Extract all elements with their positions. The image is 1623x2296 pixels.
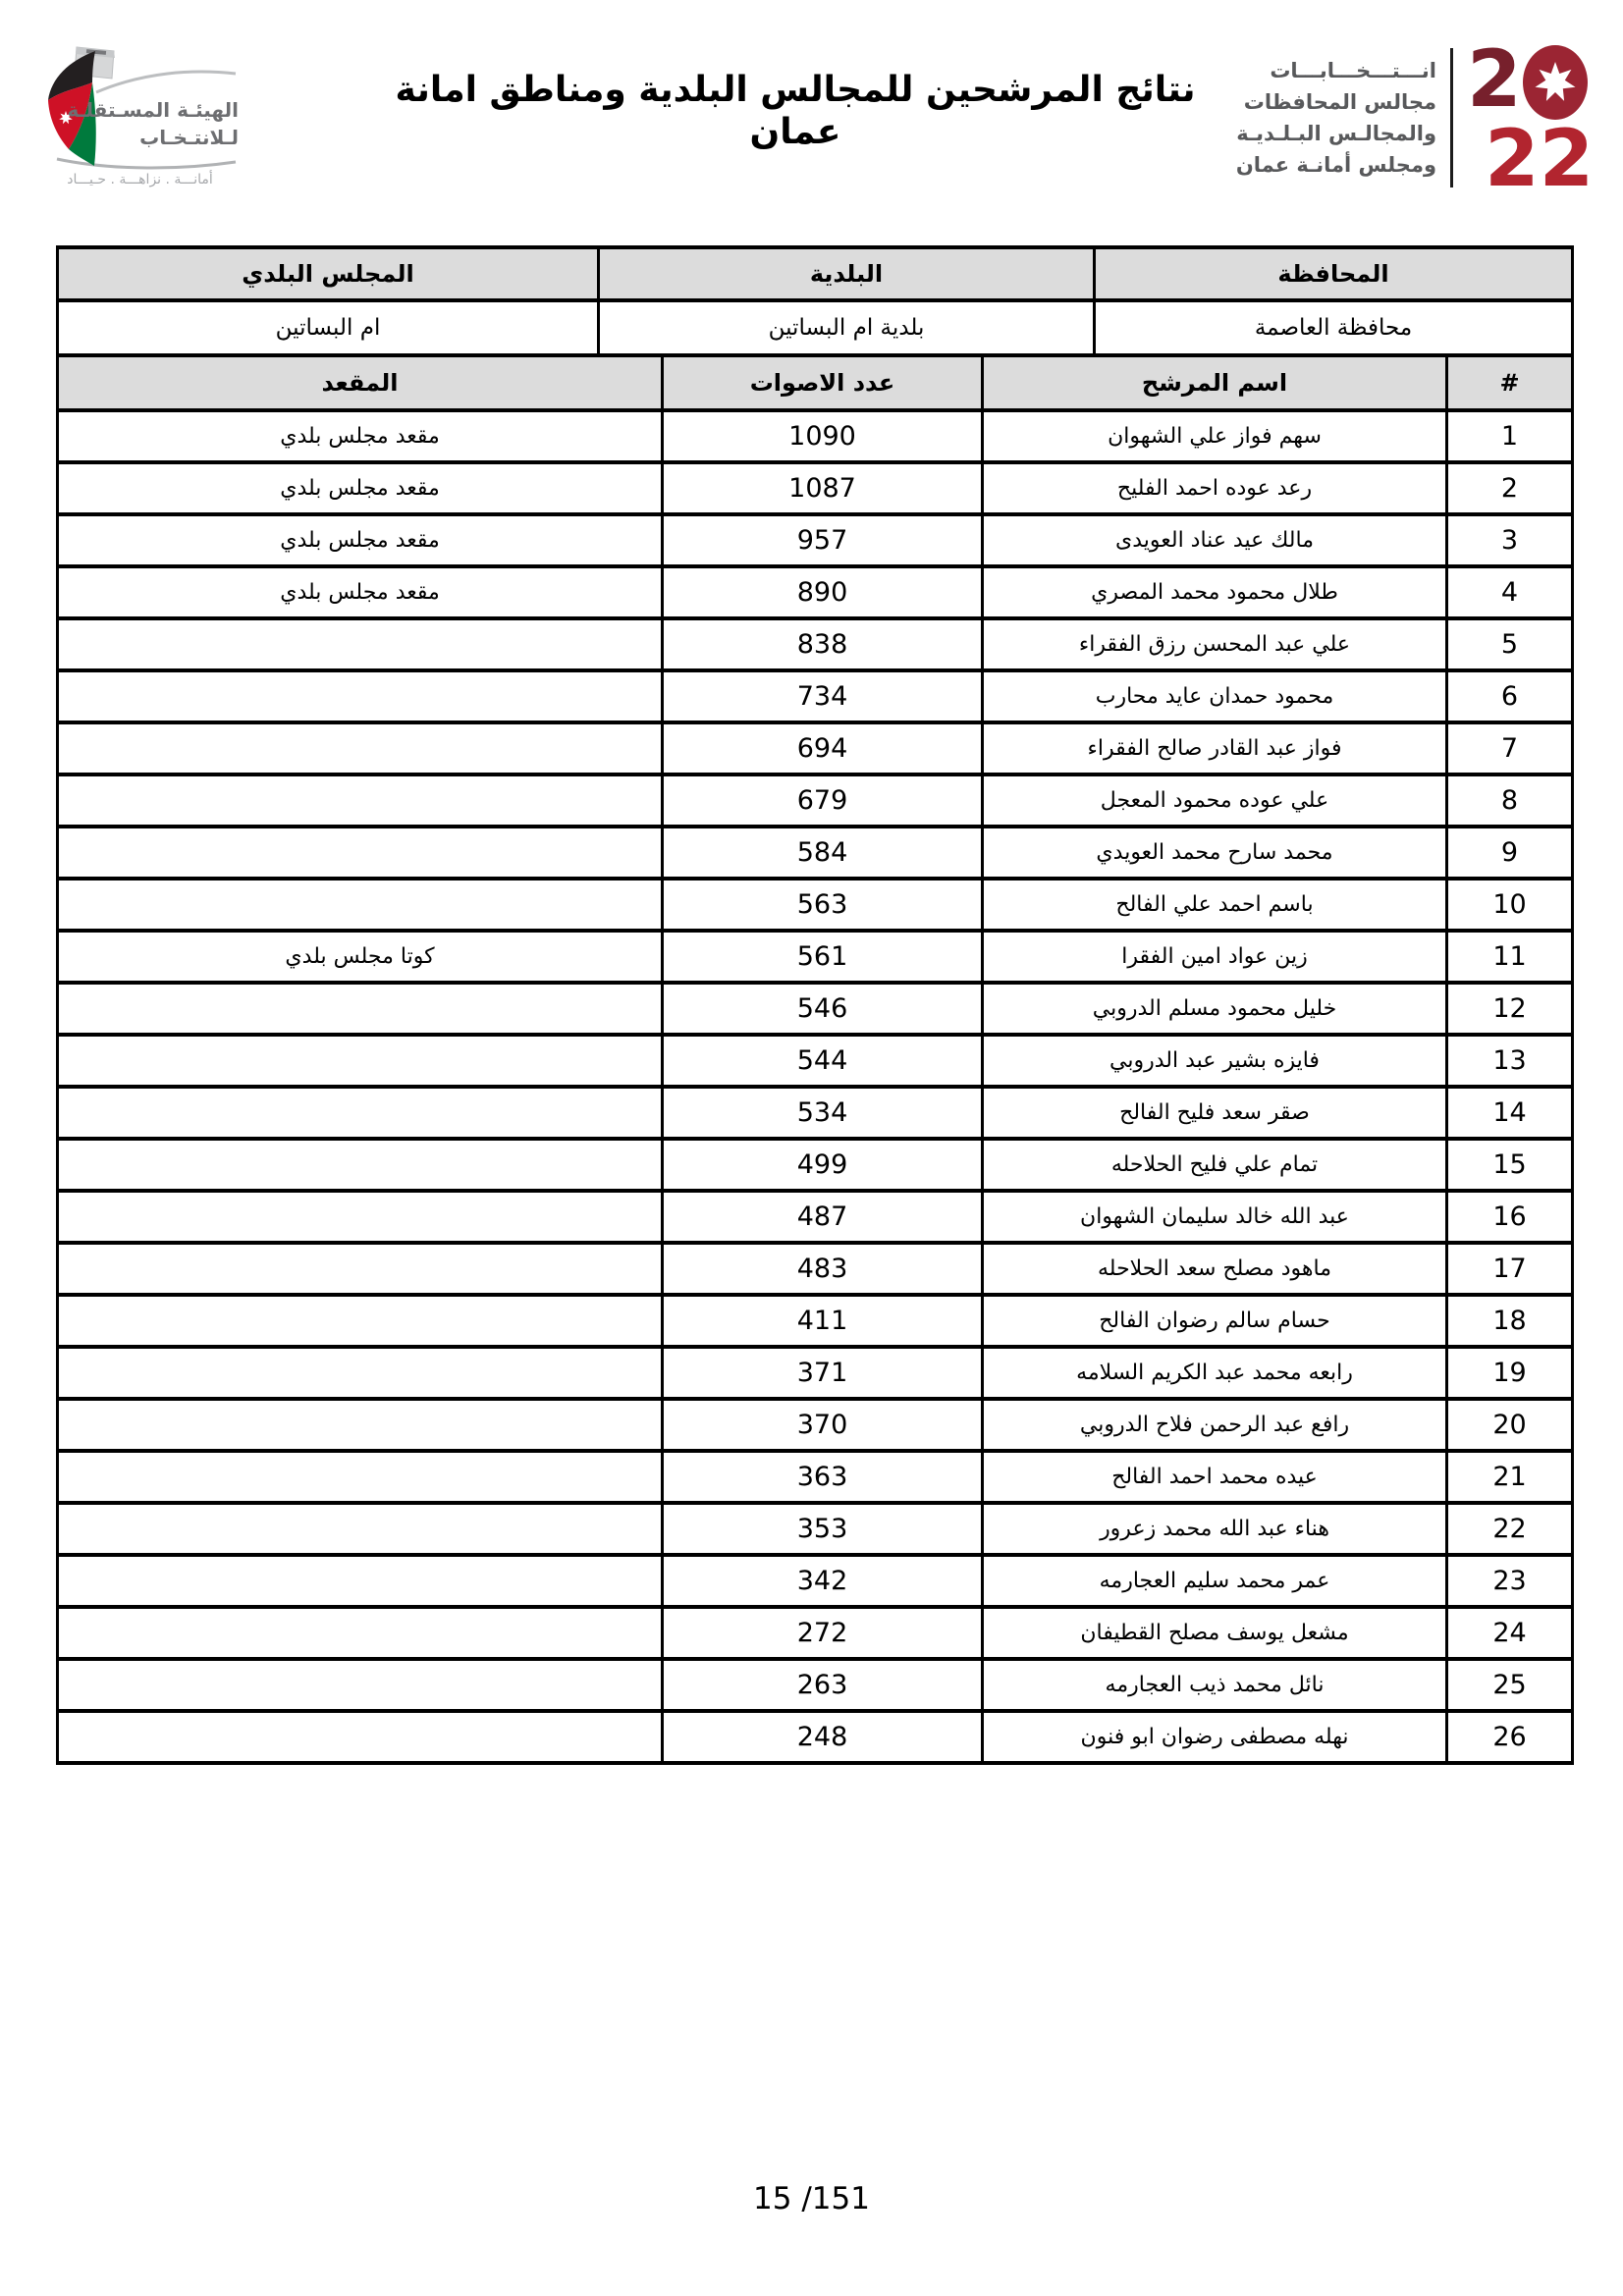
candidate-seat: مقعد مجلس بلدي <box>58 410 663 462</box>
candidate-seat <box>58 670 663 722</box>
candidate-rank: 8 <box>1447 774 1573 827</box>
table-row <box>58 1711 1573 1763</box>
table-row <box>58 410 1573 462</box>
candidate-seat <box>58 1295 663 1347</box>
candidate-votes: 1087 <box>663 462 983 514</box>
candidate-seat <box>58 618 663 670</box>
candidate-rank: 26 <box>1447 1711 1573 1763</box>
candidate-seat <box>58 1243 663 1295</box>
candidate-rank: 22 <box>1447 1503 1573 1555</box>
candidate-votes: 694 <box>663 722 983 774</box>
candidate-name: رابعه محمد عبد الكريم السلامه <box>983 1347 1447 1399</box>
candidate-votes: 353 <box>663 1503 983 1555</box>
candidate-name: مشعل يوسف مصلح القطيفان <box>983 1607 1447 1659</box>
table-row <box>58 1295 1573 1347</box>
candidate-votes: 363 <box>663 1451 983 1503</box>
candidate-name: علي عبد المحسن رزق الفقراء <box>983 618 1447 670</box>
candidate-votes: 563 <box>663 879 983 931</box>
candidate-votes: 734 <box>663 670 983 722</box>
candidate-seat <box>58 1191 663 1243</box>
election-2022-logo <box>1236 39 1609 196</box>
table-row <box>58 462 1573 514</box>
header-municipality: البلدية <box>599 247 1095 300</box>
election-logo-text <box>1236 55 1436 181</box>
candidate-seat: كوتا مجلس بلدي <box>58 931 663 983</box>
candidate-seat <box>58 827 663 879</box>
candidate-votes: 371 <box>663 1347 983 1399</box>
table-row <box>58 827 1573 879</box>
candidate-name: سهم فواز علي الشهوان <box>983 410 1447 462</box>
candidate-rank: 14 <box>1447 1087 1573 1139</box>
candidate-rank: 18 <box>1447 1295 1573 1347</box>
swoosh-bottom <box>57 159 236 168</box>
candidate-seat <box>58 1087 663 1139</box>
candidate-votes: 499 <box>663 1139 983 1191</box>
candidate-rank: 2 <box>1447 462 1573 514</box>
candidate-name: رافع عبد الرحمن فلاح الدروبي <box>983 1399 1447 1451</box>
candidate-rank: 7 <box>1447 722 1573 774</box>
value-governorate: محافظة العاصمة <box>1095 300 1573 355</box>
candidate-name: صقر سعد فليح الفالح <box>983 1087 1447 1139</box>
candidate-seat <box>58 1659 663 1711</box>
candidate-name: مالك عيد عناد العويدى <box>983 514 1447 566</box>
iec-logo <box>39 41 241 200</box>
page-number: 15 /151 <box>753 2181 870 2216</box>
candidate-rank: 13 <box>1447 1035 1573 1087</box>
table-row <box>58 1399 1573 1451</box>
tables-area <box>56 245 1571 1765</box>
candidate-seat <box>58 1503 663 1555</box>
candidate-rank: 4 <box>1447 566 1573 618</box>
candidate-name: عبد الله خالد سليمان الشهوان <box>983 1191 1447 1243</box>
election-logo-line2: مجالس المحافظات <box>1243 90 1436 114</box>
candidate-seat <box>58 1139 663 1191</box>
candidate-rank: 6 <box>1447 670 1573 722</box>
svg-text:2: 2 <box>1467 43 1522 125</box>
table-row <box>58 566 1573 618</box>
table-row <box>58 1347 1573 1399</box>
candidate-rank: 24 <box>1447 1607 1573 1659</box>
candidate-name: فايزه بشير عبد الدروبي <box>983 1035 1447 1087</box>
candidate-name: فواز عبد القادر صالح الفقراء <box>983 722 1447 774</box>
table-row <box>58 1451 1573 1503</box>
candidate-name: طلال محمود محمد المصري <box>983 566 1447 618</box>
candidate-seat: مقعد مجلس بلدي <box>58 566 663 618</box>
candidate-seat <box>58 722 663 774</box>
candidate-name: محمود حمدان عايد محارب <box>983 670 1447 722</box>
candidate-seat <box>58 1399 663 1451</box>
candidate-votes: 487 <box>663 1191 983 1243</box>
candidate-seat <box>58 1347 663 1399</box>
candidate-rank: 1 <box>1447 410 1573 462</box>
candidate-votes: 838 <box>663 618 983 670</box>
candidate-rank: 15 <box>1447 1139 1573 1191</box>
header-rank: # <box>1447 355 1573 410</box>
header-seat: المقعد <box>58 355 663 410</box>
election-logo-line3: والمجالـس البـلـديـة <box>1236 122 1436 145</box>
candidate-rank: 11 <box>1447 931 1573 983</box>
candidate-name: عيده محمد احمد الفالح <box>983 1451 1447 1503</box>
candidate-name: ماهود مصلح سعد الحلاحله <box>983 1243 1447 1295</box>
iec-org-name-line1: الهيئـة المسـتقلـة <box>67 98 239 122</box>
candidate-name: هناء عبد الله محمد زعرور <box>983 1503 1447 1555</box>
candidate-votes: 483 <box>663 1243 983 1295</box>
table-row <box>58 1243 1573 1295</box>
candidate-seat <box>58 1555 663 1607</box>
table-row <box>58 670 1573 722</box>
candidate-rank: 23 <box>1447 1555 1573 1607</box>
candidate-votes: 1090 <box>663 410 983 462</box>
candidate-votes: 679 <box>663 774 983 827</box>
page-title: نتائج المرشحين للمجالس البلدية ومناطق امانة عمان <box>395 70 1196 153</box>
document-header <box>0 0 1623 236</box>
candidate-votes: 890 <box>663 566 983 618</box>
candidate-votes: 370 <box>663 1399 983 1451</box>
candidate-rank: 3 <box>1447 514 1573 566</box>
candidate-name: تمام علي فليح الحلاحله <box>983 1139 1447 1191</box>
candidate-votes: 248 <box>663 1711 983 1763</box>
candidate-seat: مقعد مجلس بلدي <box>58 462 663 514</box>
candidate-rank: 17 <box>1447 1243 1573 1295</box>
candidate-name: نائل محمد ذيب العجارمه <box>983 1659 1447 1711</box>
candidate-votes: 957 <box>663 514 983 566</box>
candidate-rank: 9 <box>1447 827 1573 879</box>
table-row <box>58 514 1573 566</box>
table-row <box>58 774 1573 827</box>
candidate-votes: 546 <box>663 983 983 1035</box>
candidate-seat <box>58 1711 663 1763</box>
table-row <box>58 1659 1573 1711</box>
candidate-rank: 16 <box>1447 1191 1573 1243</box>
results-table <box>56 353 1574 1765</box>
table-row <box>58 1035 1573 1087</box>
table-row <box>58 618 1573 670</box>
table-row <box>58 1139 1573 1191</box>
candidate-votes: 411 <box>663 1295 983 1347</box>
candidate-votes: 561 <box>663 931 983 983</box>
location-table <box>56 245 1574 357</box>
candidate-name: حسام سالم رضوان الفالح <box>983 1295 1447 1347</box>
candidate-votes: 272 <box>663 1607 983 1659</box>
candidate-name: علي عوده محمود المعجل <box>983 774 1447 827</box>
candidate-seat <box>58 879 663 931</box>
candidate-name: عمر محمد سليم العجارمه <box>983 1555 1447 1607</box>
candidate-votes: 544 <box>663 1035 983 1087</box>
candidate-votes: 534 <box>663 1087 983 1139</box>
candidate-seat <box>58 1451 663 1503</box>
candidate-seat: مقعد مجلس بلدي <box>58 514 663 566</box>
candidate-rank: 19 <box>1447 1347 1573 1399</box>
candidate-name: زين عواد امين الفقرا <box>983 931 1447 983</box>
candidate-votes: 342 <box>663 1555 983 1607</box>
table-row <box>58 1191 1573 1243</box>
candidate-name: خليل محمود مسلم الدروبي <box>983 983 1447 1035</box>
table-row <box>58 722 1573 774</box>
candidate-name: محمد سارح محمد العويدي <box>983 827 1447 879</box>
table-row <box>58 983 1573 1035</box>
candidate-rank: 12 <box>1447 983 1573 1035</box>
candidate-seat <box>58 774 663 827</box>
header-candidate-name: اسم المرشح <box>983 355 1447 410</box>
candidate-rank: 25 <box>1447 1659 1573 1711</box>
year-2022-icon <box>1467 43 1609 192</box>
logo-divider <box>1450 48 1453 187</box>
candidate-name: باسم احمد علي الفالح <box>983 879 1447 931</box>
svg-text:22: 22 <box>1485 113 1595 192</box>
candidate-name: رعد عوده احمد الفليح <box>983 462 1447 514</box>
candidate-votes: 584 <box>663 827 983 879</box>
election-logo-line1: انـــتـــخـــابـــات <box>1270 59 1436 82</box>
iec-tagline: أمانـــة . نزاهـــة . حـيـــاد <box>67 172 213 187</box>
candidate-seat <box>58 1607 663 1659</box>
candidate-votes: 263 <box>663 1659 983 1711</box>
table-row <box>58 879 1573 931</box>
candidate-seat <box>58 1035 663 1087</box>
candidate-rank: 5 <box>1447 618 1573 670</box>
candidate-rank: 20 <box>1447 1399 1573 1451</box>
table-row <box>58 1087 1573 1139</box>
candidate-seat <box>58 983 663 1035</box>
iec-org-name-line2: لـلانتـخـاب <box>139 126 239 149</box>
election-logo-line4: ومجلس أمانـة عمان <box>1235 153 1436 177</box>
table-row <box>58 1555 1573 1607</box>
swoosh-top <box>96 72 236 92</box>
table-row <box>58 1607 1573 1659</box>
table-row <box>58 1503 1573 1555</box>
value-municipality: بلدية ام البساتين <box>599 300 1095 355</box>
value-council: ام البساتين <box>58 300 599 355</box>
header-governorate: المحافظة <box>1095 247 1573 300</box>
candidate-rank: 10 <box>1447 879 1573 931</box>
table-row <box>58 931 1573 983</box>
header-council: المجلس البلدي <box>58 247 599 300</box>
candidate-rank: 21 <box>1447 1451 1573 1503</box>
candidate-name: نهله مصطفى رضوان ابو فنون <box>983 1711 1447 1763</box>
header-votes: عدد الاصوات <box>663 355 983 410</box>
